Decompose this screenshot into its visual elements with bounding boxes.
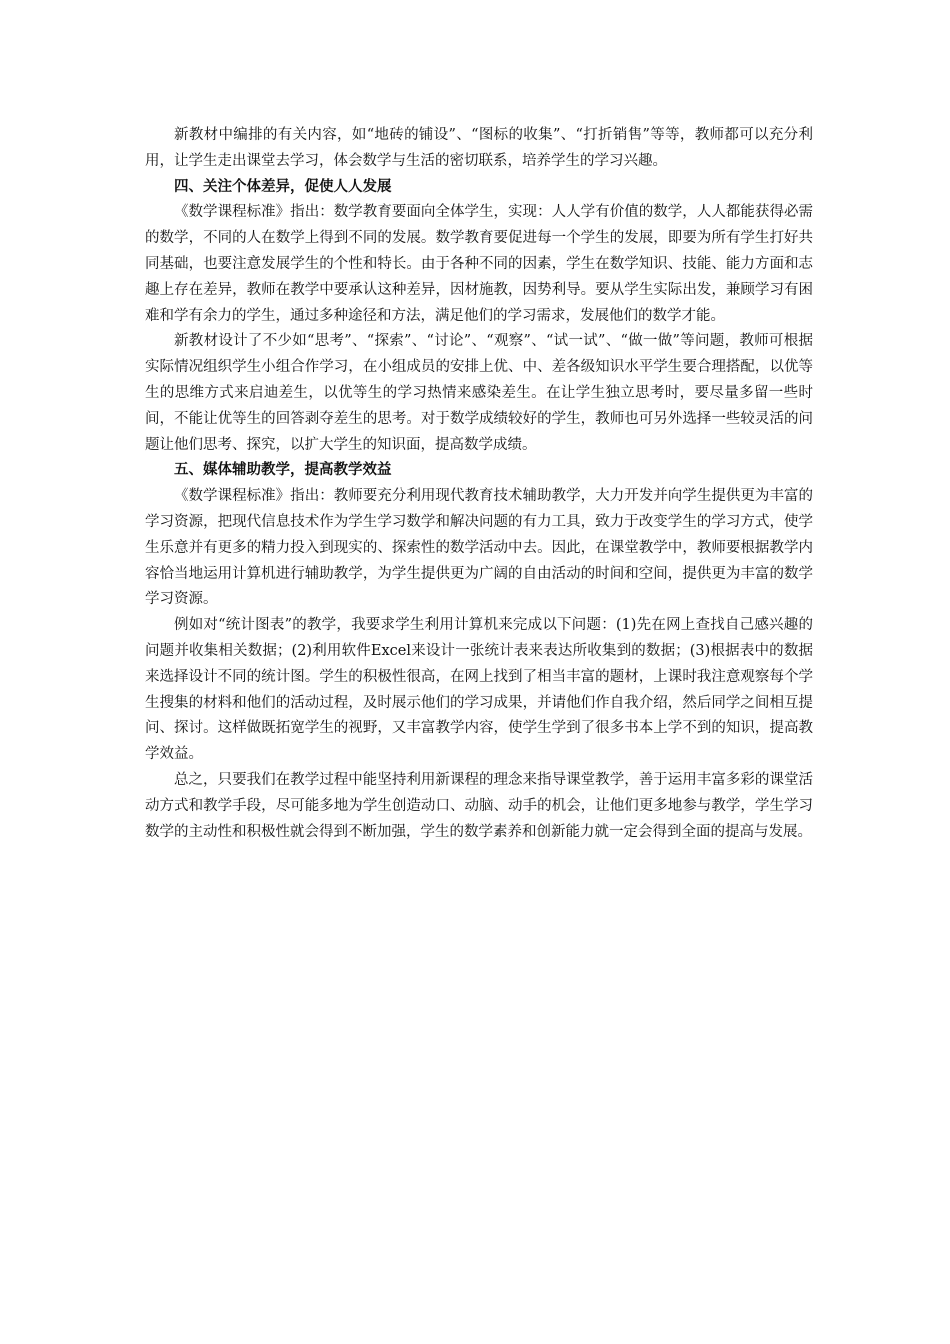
- section-heading-5: 五、媒体辅助教学，提高教学效益: [174, 462, 392, 479]
- paragraph-standard-quote-2: 《数学课程标准》指出：教师要充分利用现代教育技术辅助教学，大力开发并向学生提供更为丰富的学习资源，把现代信息技术作为学生学习数学和解决问题的有力工具，致力于改变学生的学习方式，使学生乐意并有更多的精力投入到现实的、探索性的数学活动中去。因此，在课堂教学中，教师要根据教学内容恰当地运用计算机进行辅助教学，为学生提供更为广阔的自由活动的时间和空间，提供更为丰富的数学学习资源。: [145, 488, 813, 608]
- paragraph-intro: 新教材中编排的有关内容，如“地砖的铺设”、“图标的收集”、“打折销售”等等，教师都可以充分利用，让学生走出课堂去学习，体会数学与生活的密切联系，培养学生的学习兴趣。: [145, 127, 813, 169]
- paragraph-statistics-example: 例如对“统计图表”的教学，我要求学生利用计算机来完成以下问题：(1)先在网上查找自己感兴趣的问题并收集相关数据；(2)利用软件Excel来设计一张统计表来表达所收集到的数据；(3)根据表中的数据来选择设计不同的统计图。学生的积极性很高，在网上找到了相当丰富的题材，上课时我注意观察每个学生搜集的材料和他们的活动过程，及时展示他们的学习成果，并请他们作自我介绍，然后同学之间相互提问、探讨。这样做既拓宽学生的视野，又丰富教学内容，使学生学到了很多书本上学不到的知识，提高教学效益。: [145, 617, 813, 763]
- document-body: [145, 123, 813, 845]
- section-heading-4: 四、关注个体差异，促使人人发展: [174, 178, 392, 195]
- paragraph-conclusion: 总之，只要我们在教学过程中能坚持利用新课程的理念来指导课堂教学，善于运用丰富多彩的课堂活动方式和教学手段，尽可能多地为学生创造动口、动脑、动手的机会，让他们更多地参与教学，学生学习数学的主动性和积极性就会得到不断加强，学生的数学素养和创新能力就一定会得到全面的提高与发展。: [145, 771, 813, 840]
- paragraph-standard-quote-1: 《数学课程标准》指出：数学教育要面向全体学生，实现：人人学有价值的数学，人人都能获得必需的数学，不同的人在数学上得到不同的发展。数学教育要促进每一个学生的发展，即要为所有学生打好共同基础，也要注意发展学生的个性和特长。由于各种不同的因素，学生在数学知识、技能、能力方面和志趣上存在差异，教师在教学中要承认这种差异，因材施教，因势利导。要从学生实际出发，兼顾学习有困难和学有余力的学生，通过多种途径和方法，满足他们的学习需求，发展他们的数学才能。: [145, 204, 813, 324]
- paragraph-new-textbook-design: 新教材设计了不少如“思考”、“探索”、“讨论”、“观察”、“试一试”、“做一做”等问题，教师可根据实际情况组织学生小组合作学习，在小组成员的安排上优、中、差各级知识水平学生要合理搭配，以优等生的思维方式来启迪差生，以优等生的学习热情来感染差生。在让学生独立思考时，要尽量多留一些时间，不能让优等生的回答剥夺差生的思考。对于数学成绩较好的学生，教师也可另外选择一些较灵活的问题让他们思考、探究，以扩大学生的知识面，提高数学成绩。: [145, 333, 813, 453]
